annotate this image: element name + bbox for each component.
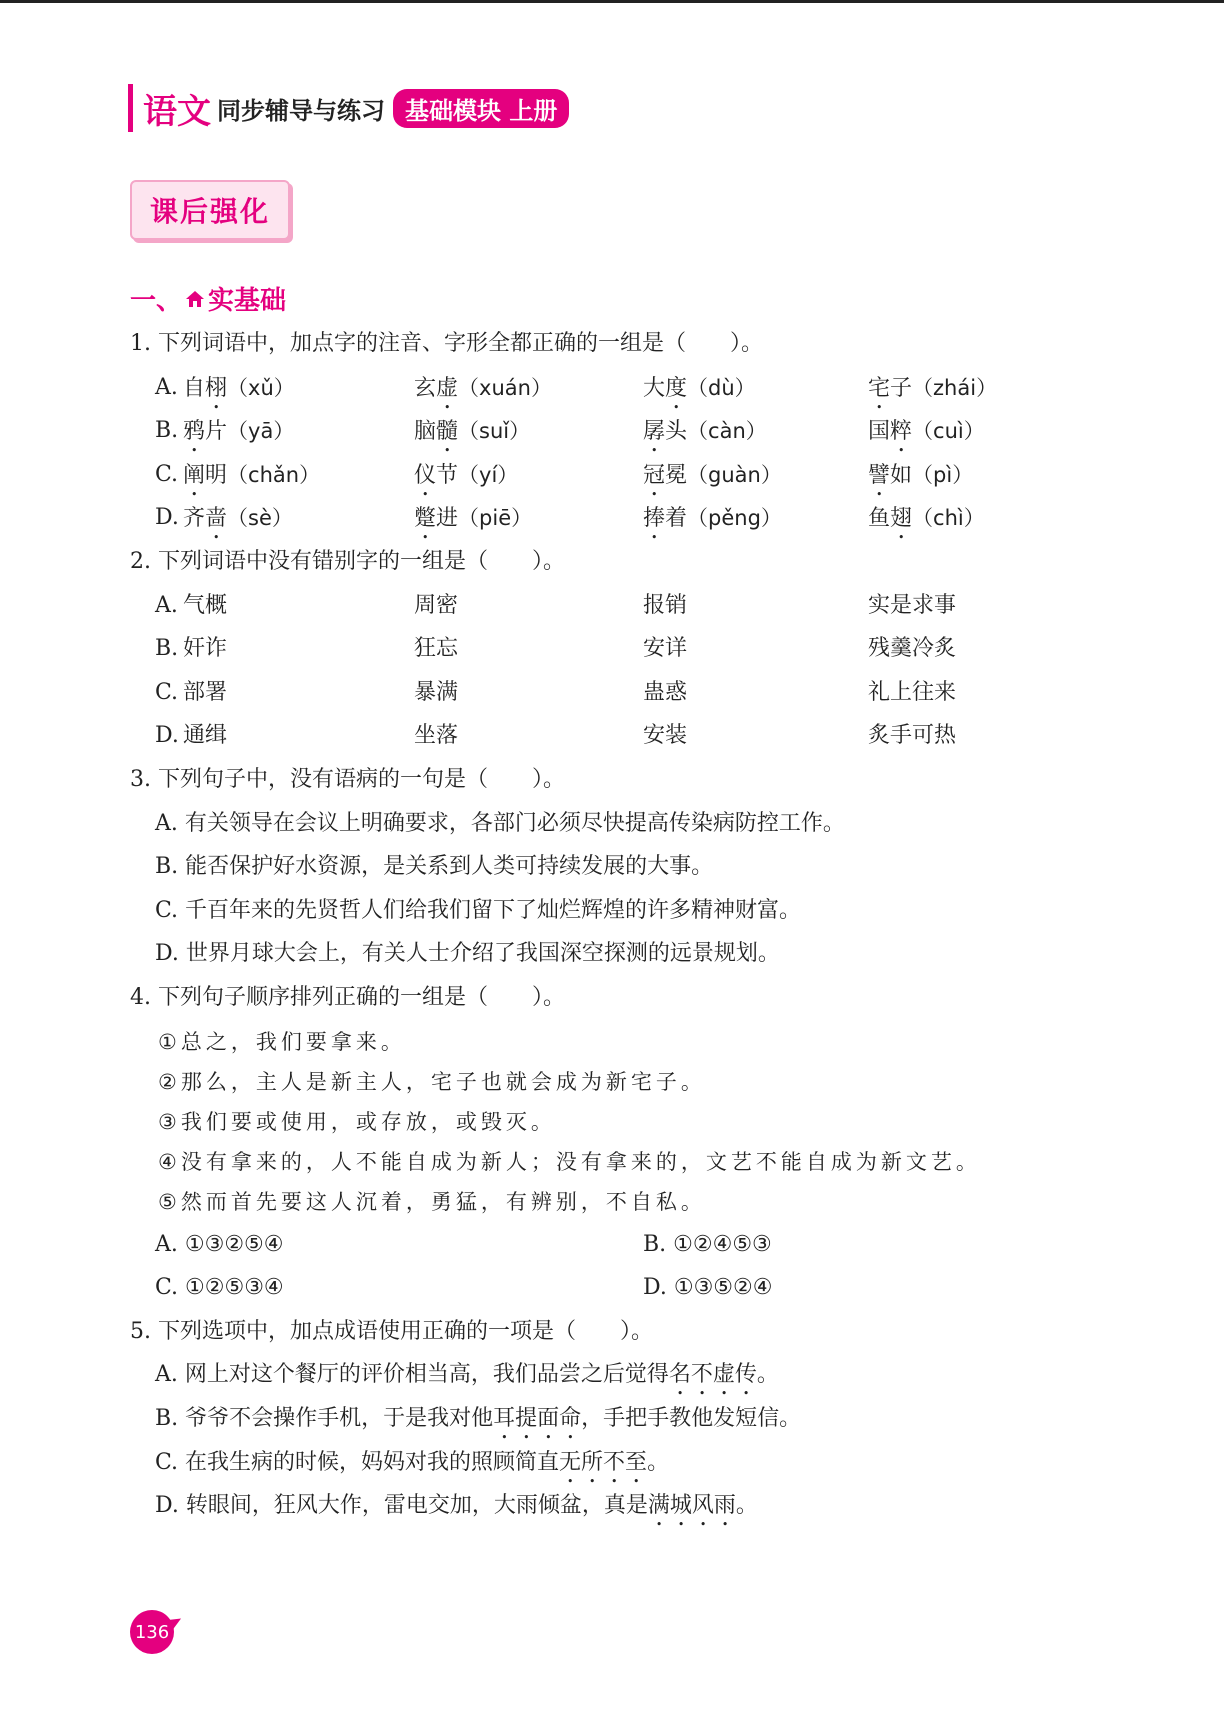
pinyin: （suǐ） bbox=[458, 419, 531, 444]
dotted-char: 髓 bbox=[436, 419, 459, 445]
word-char: 如 bbox=[890, 462, 913, 488]
word-char: 进 bbox=[436, 506, 459, 532]
dotted-char: 蹩 bbox=[414, 506, 437, 532]
option-suffix: 。 bbox=[647, 1449, 670, 1475]
subject-title: 语文 bbox=[143, 91, 211, 132]
option-prefix: C. 在我生病的时候，妈妈对我的照顾简直 bbox=[155, 1449, 560, 1475]
word-char: 头 bbox=[665, 419, 688, 445]
dotted-char: 冠 bbox=[643, 462, 666, 488]
option-text bbox=[155, 1448, 669, 1488]
option-text: B. ①②④⑤③ bbox=[643, 1231, 772, 1257]
word-item bbox=[414, 503, 532, 544]
word-item bbox=[414, 373, 552, 414]
book-title: 同步辅导与练习 bbox=[217, 96, 385, 125]
pinyin: （cuì） bbox=[912, 419, 985, 444]
word-item: 礼上往来 bbox=[868, 679, 957, 705]
word-item: 暴满 bbox=[414, 679, 459, 705]
section-tag-label: 课后强化 bbox=[149, 195, 270, 228]
pinyin: （chǎn） bbox=[227, 462, 321, 487]
word-item: 通缉 bbox=[183, 723, 228, 749]
word-item: 狂忘 bbox=[414, 636, 459, 662]
pinyin: （dù） bbox=[687, 375, 756, 400]
top-rule bbox=[0, 0, 1224, 3]
option-label: C. bbox=[155, 679, 179, 705]
word-char: 子 bbox=[890, 375, 913, 401]
word-char: 节 bbox=[436, 462, 459, 488]
page-number: 136 bbox=[130, 1610, 174, 1654]
dotted-idiom: 耳提面命 bbox=[493, 1406, 582, 1431]
dotted-char: 孱 bbox=[643, 419, 666, 445]
word-char: 片 bbox=[205, 419, 228, 445]
question-stem: 5. 下列选项中，加点成语使用正确的一项是（ ）。 bbox=[130, 1318, 653, 1344]
option-text: A. 有关领导在会议上明确要求，各部门必须尽快提高传染病防控工作。 bbox=[155, 810, 845, 836]
option-text: A. ①③②⑤④ bbox=[155, 1231, 284, 1257]
word-char: 玄 bbox=[414, 375, 437, 401]
option-prefix: B. 爷爷不会操作手机，于是我对他 bbox=[155, 1406, 494, 1431]
sentence-item: ⑤然而首先要这人沉着，勇猛，有辨别，不自私。 bbox=[158, 1189, 706, 1214]
option-text bbox=[155, 1360, 779, 1400]
word-item: 安装 bbox=[643, 723, 688, 749]
option-label: B. bbox=[155, 636, 179, 662]
pinyin: （pì） bbox=[912, 462, 974, 487]
option-text: D. ①③⑤②④ bbox=[643, 1275, 773, 1301]
dotted-char: 阐 bbox=[183, 462, 206, 488]
section-tag bbox=[130, 180, 290, 240]
word-item bbox=[643, 373, 756, 414]
word-item: 安详 bbox=[643, 636, 688, 662]
dotted-char: 譬 bbox=[868, 462, 891, 488]
pinyin: （sè） bbox=[227, 506, 293, 531]
dotted-idiom: 满城风雨 bbox=[647, 1493, 736, 1519]
option-text bbox=[155, 1404, 801, 1444]
word-item: 坐落 bbox=[414, 723, 459, 749]
word-item: 蛊惑 bbox=[643, 679, 688, 705]
question-stem: 1. 下列词语中，加点字的注音、字形全都正确的一组是（ ）。 bbox=[130, 331, 763, 356]
word-item: 炙手可热 bbox=[868, 723, 957, 749]
module-badge: 基础模块 上册 bbox=[393, 89, 569, 128]
word-char: 国 bbox=[868, 419, 891, 445]
section-title: 实基础 bbox=[208, 286, 287, 316]
option-label: A. bbox=[155, 374, 178, 400]
word-item bbox=[183, 460, 320, 501]
word-item bbox=[868, 460, 973, 501]
option-label: B. bbox=[155, 418, 179, 444]
word-char: 冕 bbox=[665, 462, 688, 488]
option-suffix: 。 bbox=[735, 1493, 758, 1519]
dotted-idiom: 无所不至 bbox=[559, 1449, 648, 1475]
dotted-char: 啬 bbox=[205, 506, 228, 532]
word-item: 奸诈 bbox=[183, 636, 228, 662]
word-item bbox=[183, 503, 293, 544]
section-heading bbox=[130, 280, 286, 317]
option-suffix: ，手把手教他发短信。 bbox=[581, 1406, 802, 1431]
word-char: 明 bbox=[205, 462, 228, 488]
pinyin: （guàn） bbox=[687, 462, 782, 487]
option-text: B. 能否保护好水资源，是关系到人类可持续发展的大事。 bbox=[155, 854, 714, 880]
word-item bbox=[868, 373, 997, 414]
option-text: C. 千百年来的先贤哲人们给我们留下了灿烂辉煌的许多精神财富。 bbox=[155, 897, 802, 923]
word-item: 报销 bbox=[643, 592, 688, 618]
word-item: 部署 bbox=[183, 679, 228, 705]
dotted-idiom: 名不虚传 bbox=[668, 1362, 757, 1388]
pinyin: （zhái） bbox=[912, 375, 998, 400]
sentence-item: ②那么，主人是新主人，宅子也就会成为新宅子。 bbox=[158, 1069, 706, 1094]
option-prefix: A. 网上对这个餐厅的评价相当高，我们品尝之后觉得 bbox=[155, 1362, 669, 1388]
option-suffix: 。 bbox=[756, 1362, 779, 1388]
word-item: 残羹冷炙 bbox=[868, 636, 957, 662]
word-item: 周密 bbox=[414, 592, 459, 618]
word-item bbox=[183, 373, 295, 414]
sentence-item: ①总之，我们要拿来。 bbox=[158, 1029, 406, 1054]
word-char: 大 bbox=[643, 375, 666, 401]
home-icon bbox=[184, 288, 206, 310]
dotted-char: 虚 bbox=[436, 375, 459, 401]
word-item bbox=[183, 416, 294, 457]
pinyin: （yā） bbox=[227, 419, 295, 444]
pinyin: （xuán） bbox=[458, 375, 552, 400]
word-item bbox=[643, 503, 782, 544]
option-label: D. bbox=[155, 723, 179, 749]
word-char: 鱼 bbox=[868, 506, 891, 532]
word-item bbox=[414, 460, 518, 501]
word-item bbox=[868, 503, 985, 544]
option-prefix: D. 转眼间，狂风大作，雷电交加，大雨倾盆，真是 bbox=[155, 1493, 648, 1519]
option-label: C. bbox=[155, 461, 179, 487]
word-item bbox=[643, 416, 767, 457]
word-item: 气概 bbox=[183, 592, 228, 618]
pinyin: （piē） bbox=[458, 506, 533, 531]
word-char: 齐 bbox=[183, 506, 206, 532]
dotted-char: 宅 bbox=[868, 375, 891, 401]
question-stem: 2. 下列词语中没有错别字的一组是（ ）。 bbox=[130, 549, 565, 574]
pinyin: （chì） bbox=[912, 506, 985, 531]
dotted-char: 栩 bbox=[205, 375, 228, 401]
running-header bbox=[128, 84, 569, 132]
pinyin: （càn） bbox=[687, 419, 767, 444]
option-label: A. bbox=[155, 592, 178, 618]
word-item bbox=[643, 460, 782, 501]
pinyin: （yí） bbox=[458, 462, 519, 487]
option-text: D. 世界月球大会上，有关人士介绍了我国深空探测的远景规划。 bbox=[155, 941, 780, 967]
word-char: 脑 bbox=[414, 419, 437, 445]
word-char: 着 bbox=[665, 506, 688, 532]
option-text bbox=[155, 1491, 758, 1531]
dotted-char: 度 bbox=[665, 375, 688, 401]
word-char: 自 bbox=[183, 375, 206, 401]
word-item bbox=[414, 416, 530, 457]
pinyin: （xǔ） bbox=[227, 375, 295, 400]
option-text: C. ①②⑤③④ bbox=[155, 1275, 284, 1301]
question-stem: 3. 下列句子中，没有语病的一句是（ ）。 bbox=[130, 767, 565, 792]
option-label: D. bbox=[155, 505, 179, 531]
sentence-item: ④没有拿来的，人不能自成为新人；没有拿来的，文艺不能自成为新文艺。 bbox=[158, 1149, 981, 1174]
pinyin: （pěng） bbox=[687, 506, 782, 531]
section-prefix: 一、 bbox=[130, 286, 183, 316]
sentence-item: ③我们要或使用，或存放，或毁灭。 bbox=[158, 1109, 556, 1134]
dotted-char: 鸦 bbox=[183, 419, 206, 445]
dotted-char: 翅 bbox=[890, 506, 913, 532]
word-item: 实是求事 bbox=[868, 592, 957, 618]
header-accent-bar bbox=[128, 84, 133, 132]
dotted-char: 仪 bbox=[414, 462, 437, 488]
dotted-char: 粹 bbox=[890, 419, 913, 445]
dotted-char: 捧 bbox=[643, 506, 666, 532]
word-item bbox=[868, 416, 985, 457]
question-stem: 4. 下列句子顺序排列正确的一组是（ ）。 bbox=[130, 985, 565, 1010]
